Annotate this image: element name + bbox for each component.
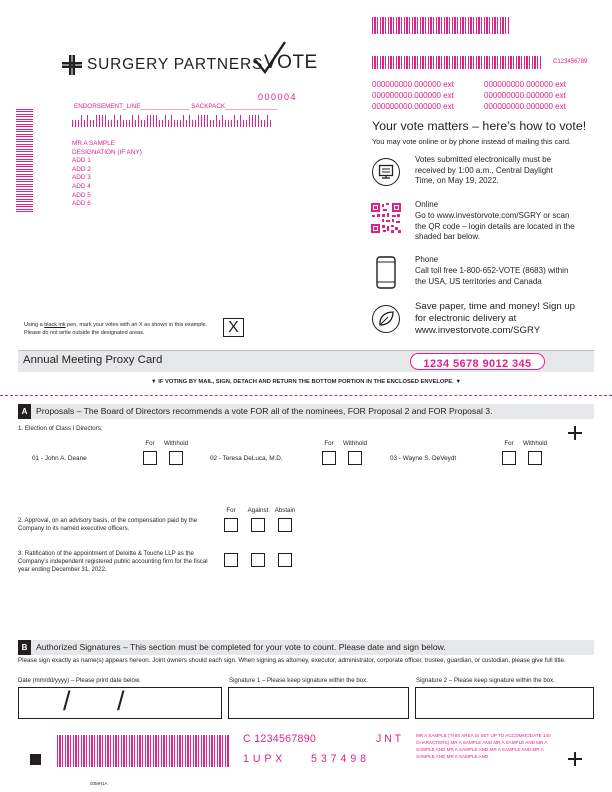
paper-text: Save paper, time and money! Sign up for electronic delivery at www.investorvote.com/SGRY: [415, 301, 575, 336]
company-name: SURGERY PARTNERS: [87, 56, 264, 73]
nominee-2: 02 - Teresa DeLuca, M.D.: [210, 455, 283, 462]
proposal3-against-checkbox[interactable]: [251, 553, 265, 567]
nominee1-for-checkbox[interactable]: [143, 451, 157, 465]
surgery-partners-cross-icon: [62, 55, 82, 75]
signature2-box[interactable]: [415, 687, 594, 719]
detach-notice: ▼ IF VOTING BY MAIL, SIGN, DETACH AND RETURN THE BOTTOM PORTION IN THE ENCLOSED ENVELOPE. ▼: [150, 379, 462, 385]
footer-registration-plus-icon: [568, 752, 582, 766]
postal-barcode: [72, 115, 272, 127]
side-barcode: [16, 108, 33, 212]
proposal-3-text: 3. Ratification of the appointment of Deloitte & Touche LLP as the Company’s independent registered public accounting firm for the fiscal year ending December 31, 2022.: [18, 550, 208, 574]
address-line: ADD 1: [72, 157, 91, 165]
proposal2-for-checkbox[interactable]: [224, 518, 238, 532]
nominee-1: 01 - John A. Deane: [32, 455, 87, 462]
phone-title: Phone: [415, 255, 439, 264]
footer-code-2-number: 5 3 7 4 9 8: [311, 753, 367, 765]
online-text: Go to www.investorvote.com/SGRY or scan the QR code – login details are located in the shaded bar below.: [415, 211, 575, 241]
tear-line: [0, 395, 612, 396]
address-block: [72, 140, 142, 209]
account-code: C123456789: [553, 59, 588, 65]
control-number-3: 000000000.000000 ext: [372, 91, 454, 100]
proxy-control-number: 1234 5678 9012 345: [423, 358, 532, 370]
mark-instructions-suffix: pen, mark your votes with an X as shown in this example.: [65, 322, 208, 328]
signature2-label: Signature 2 – Please keep signature within the box.: [416, 677, 555, 684]
proposal3-abstain-checkbox[interactable]: [278, 553, 292, 567]
monitor-icon: [373, 159, 399, 185]
signature1-label: Signature 1 – Please keep signature within the box.: [229, 677, 368, 684]
footer-black-square: [30, 754, 41, 765]
proposal2-against-checkbox[interactable]: [251, 518, 265, 532]
nominee-3: 03 - Wayne S. DeVeydt: [390, 455, 457, 462]
mark-instructions-prefix: Using a: [24, 322, 45, 328]
phone-text: Call toll free 1-800-652-VOTE (8683) within the USA, US territories and Canada: [415, 266, 569, 286]
nominee1-withhold-header: Withhold: [163, 440, 189, 447]
form-code: 03MH1A: [90, 781, 108, 786]
address-line: ADD 2: [72, 165, 91, 173]
footer-barcode: [57, 735, 230, 767]
qr-code-icon: [371, 203, 401, 233]
phone-icon: [376, 256, 396, 289]
mark-instructions-line2: Please do not write outside the designated areas.: [24, 330, 145, 336]
top-barcode: [372, 17, 510, 34]
section-a-letter: A: [18, 404, 31, 419]
proxy-control-number-pill: [410, 353, 545, 370]
section-a-bar: [18, 404, 594, 419]
date-label: Date (mm/dd/yyyy) – Please print date below.: [18, 677, 141, 684]
sequence-number: 000004: [258, 92, 298, 102]
proxy-card-bar: [18, 350, 594, 372]
leaf-icon-wrap: [372, 305, 400, 333]
address-line: DESIGNATION (IF ANY): [72, 148, 142, 156]
nominee2-withhold-checkbox[interactable]: [348, 451, 362, 465]
leaf-icon: [373, 306, 399, 332]
nominee2-for-header: For: [324, 440, 334, 447]
footer-code-1-suffix: J N T: [376, 733, 402, 745]
footer-code-1: C 1234567890: [243, 733, 317, 745]
section-b-title: Authorized Signatures – This section must be completed for your vote to count. Please date and sign below.: [36, 642, 446, 652]
nominee3-for-checkbox[interactable]: [502, 451, 516, 465]
proposal3-for-checkbox[interactable]: [224, 553, 238, 567]
proposal-for-header: For: [226, 507, 236, 514]
date-separator: /: [63, 686, 71, 716]
address-line: MR A SAMPLE: [72, 140, 115, 147]
voting-subheading: You may vote online or by phone instead of mailing this card.: [372, 137, 571, 146]
registration-plus-icon: [568, 426, 582, 440]
control-number-4: 000000000.000000 ext: [484, 91, 566, 100]
signature1-box[interactable]: [228, 687, 409, 719]
control-number-5: 000000000.000000 ext: [372, 102, 454, 111]
company-logo: [62, 55, 263, 75]
control-number-2: 000000000.000000 ext: [484, 80, 566, 89]
nominee2-withhold-header: Withhold: [342, 440, 368, 447]
nominee3-for-header: For: [504, 440, 514, 447]
address-line: ADD 6: [72, 200, 91, 208]
footer-code-2: 1 U P X: [243, 753, 283, 765]
address-line: ADD 3: [72, 174, 91, 182]
address-line: ADD 4: [72, 182, 91, 190]
monitor-icon-wrap: [372, 158, 400, 186]
voting-heading: Your vote matters – here’s how to vote!: [372, 119, 587, 133]
proposal2-abstain-checkbox[interactable]: [278, 518, 292, 532]
mark-instructions-link: black ink: [44, 322, 66, 328]
mark-instructions: [24, 321, 207, 337]
example-mark: X: [228, 319, 239, 336]
section-a-title: Proposals – The Board of Directors recommends a vote FOR all of the nominees, FOR Proposal 2 and FOR Proposal 3.: [36, 406, 493, 416]
section-b-letter: B: [18, 640, 31, 655]
nominee1-withhold-checkbox[interactable]: [169, 451, 183, 465]
address-line: ADD 5: [72, 191, 91, 199]
proposal-2-text: 2. Approval, on an advisory basis, of the compensation paid by the Company to its named executive officers.: [18, 517, 198, 533]
date-separator: /: [117, 686, 125, 716]
section-b-bar: [18, 640, 594, 655]
account-barcode: [372, 56, 542, 69]
vote-logo-text: VOTE: [264, 52, 318, 73]
example-mark-box: [223, 318, 244, 337]
online-title: Online: [415, 200, 439, 209]
proposal-against-header: Against: [247, 507, 269, 514]
signature-instructions: Please sign exactly as name(s) appears hereon. Joint owners should each sign. When signing as attorney, executor, administrator, corporate officer, trustee, guardian, or custodian, please give full title.: [18, 657, 566, 664]
nominee3-withhold-header: Withhold: [522, 440, 548, 447]
vote-logo: [251, 40, 318, 74]
mark-instructions-line1: [24, 321, 207, 329]
footer-sample-note: MR A SAMPLE (THIS AREA IS SET UP TO ACCOMMODATE 140 CHARACTERS) MR A SAMPLE AND MR A SAMPLE AND MR A SAMPLE AND MR A SAMPLE AND MR A SAMPLE AND MR A SAMPLE AND MR A SAMPLE AND: [416, 733, 551, 759]
nominee2-for-checkbox[interactable]: [322, 451, 336, 465]
proposal-1-label: 1. Election of Class I Directors:: [18, 425, 103, 432]
nominee3-withhold-checkbox[interactable]: [528, 451, 542, 465]
proposal-abstain-header: Abstain: [274, 507, 296, 514]
date-input-box[interactable]: [18, 687, 222, 719]
deadline-text: Votes submitted electronically must be received by 1:00 a.m., Central Daylight Time, on May 19, 2022.: [415, 155, 553, 185]
proxy-card-title: Annual Meeting Proxy Card: [23, 354, 163, 366]
control-number-1: 000000000.000000 ext: [372, 80, 454, 89]
nominee1-for-header: For: [145, 440, 155, 447]
endorsement-line: ENDORSEMENT_LINE______________ SACKPACK_______________: [74, 103, 278, 110]
control-number-6: 000000000.000000 ext: [484, 102, 566, 111]
